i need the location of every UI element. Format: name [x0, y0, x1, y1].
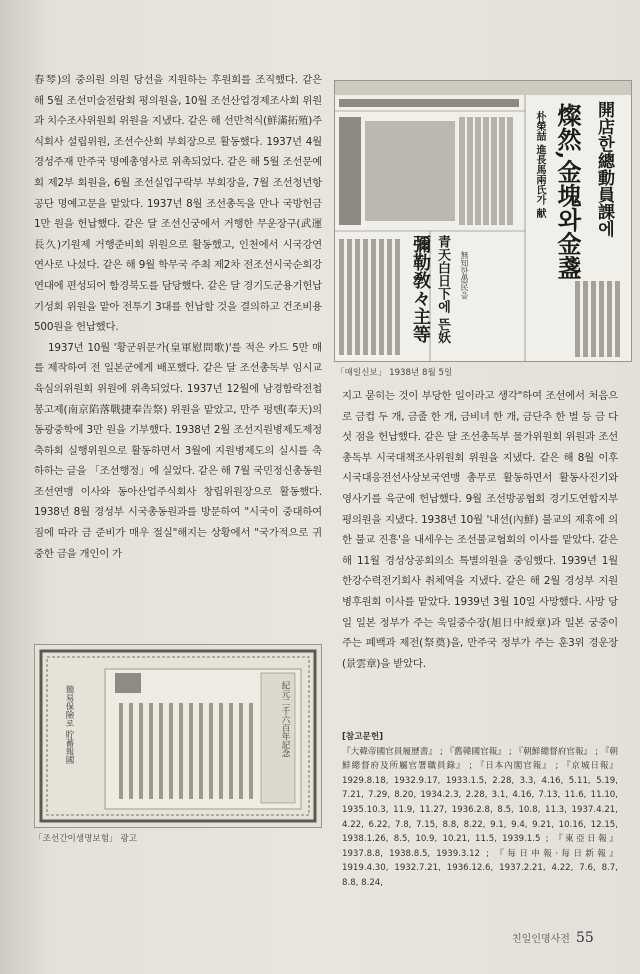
certificate-left-text: 簡易保險로 貯蓄報國 [64, 685, 74, 765]
references-body: 『大韓帝國官員履歷書』 ; 『舊韓國官報』 ; 『朝鮮總督府官報』 ; 『朝鮮總督府及所屬官署職員錄』 ; 『日本內閣官報』 ; 『京城日報』 1929.8.18, 1932.9.17, 1933.1.5, 2.28, 3.3, 4.16, 5.11, 5.19, 7.21, 7.29, 8.20, 1934.2.3, 2.28, 3.1, 4.16, 7.13, 11.6, 11.10, 1935.10.3, 11.9, 11.27, 1936.2.8, 8.5, 10.8, 11.3, 1937.4.21, 4.22, 6.22, 7.8, 7.15, 8.8, 8.22, 9.1, 9.4, 9.21, 10.16, 12.15, 1938.1.26, 8.5, 10.9, 10.21, 11.5, 1939.1.5 ; 『東亞日報』 1937.8.8, 1938.8.5, 1939.3.12 ; 『每日申報·每日新報』 1919.4.30, 1932.7.21, 1936.12.6, 1937.2.21, 4.22, 7.6, 8.7, 8.8, 8.24, [342, 746, 618, 888]
news-headline-1: 開店한總動員課에 [594, 101, 614, 237]
news-headline-3: 青天白日下에 뜬妖 [435, 235, 450, 344]
news-small-text: 無知한愚民을 [460, 251, 469, 299]
certificate-image [34, 644, 322, 828]
certificate-top-text: 紀元二千六百年記念 [280, 681, 290, 758]
references-title: [참고문헌] [342, 732, 384, 742]
page-footer [512, 930, 594, 946]
left-text-column [34, 70, 322, 564]
news-headline-2: 燦然,金塊와金盞 [553, 103, 582, 280]
news-headline-4: 彌勒敎々主等 [410, 235, 431, 343]
news-subhead: 朴榮喆 進長馬兩氏가 献 [534, 111, 545, 218]
newspaper-clipping-image [334, 80, 632, 362]
right-paragraph-1: 지고 묻히는 것이 부당한 일이라고 생각"하여 조선에서 처음으로 금컵 두 개, 금줄 한 개, 금비녀 한 개, 금단추 한 벌 등 금 다섯 점을 헌납했다. 같은 달 조선총독부 물가위원회 위원과 조선총독부 시국대책조사위원회 위원을 지냈다. 같은 해 8월 이후 시국대응전선사상보국연맹 총무로 활동하면서 활동사진기와 영사기를 육군에 헌납했다. 9월 조선방공협회 경기도연합지부 평의원을 지냈다. 1938년 10월 '내선(內鮮) 불교의 제휴에 의한 불교 진흥'을 내세우는 조선불교협회의 이사를 맡았다. 같은 해 11월 경성상공회의소 특별의원을 중임했다. 1939년 1월 한강수력전기회사 취체역을 지냈다. 같은 해 2월 경성부 지원병후원회 이사를 맡았다. 1939년 3월 10일 사망했다. 사망 당일 일본 정부가 주는 욱일중수장(旭日中綬章)과 일본 궁중이 주는 폐백과 제전(祭奠)을, 만주국 정부가 주는 훈3위 경운장(景雲章)을 받았다. [342, 390, 618, 670]
newspaper-caption: 「매일신보」 1938년 8월 5일 [336, 368, 453, 378]
references-section [342, 730, 618, 891]
page-number: 55 [575, 930, 594, 946]
left-paragraph-1: 春琴)의 중의원 의원 당선을 지원하는 후원회를 조직했다. 같은 해 5월 조선미술전람회 평의원을, 10월 조선산업경제조사회 위원과 치수조사위원회 위원을 지냈다. 같은 해 선만척식(鮮滿拓殖)주식회사 설립위원, 조선수산회 부회장으로 활동했다. 1937년 4월 경성주재 만주국 명예총영사로 위촉되었다. 같은 해 5월 조선문예회 제2부 회원을, 6월 조선실업구락부 부회장을, 7월 조선청년항공단 명예고문을 맡았다. 1937년 8월 조선총독을 만나 국방헌금 1만 원을 헌납했다. 같은 달 조선신궁에서 거행한 무운장구(武運長久)기원제 거행준비회 위원으로 활동했고, 인천에서 시국강연 연사로 나섰다. 같은 해 9월 학무국 주최 제2차 전조선시국순회강연대에 편성되어 함경북도를 담당했다. 같은 달 경기도군용기헌납기성회 위원을 맡아 전투기 3대를 헌납할 것을 결의하고 건조비용 500원을 헌납했다. [34, 74, 322, 334]
left-paragraph-2: 1937년 10월 '황군위문가(皇軍慰問歌)'를 적은 카드 5만 매를 제작하여 전 일본군에게 배포했다. 같은 달 조선총독부 임시교육심의위원회 위원에 위촉되었다. 1937년 12월에 남경함락전첩봉고제(南京陷落戰捷奉告祭) 위원을 맡았고, 만주 펑톈(奉天)의 동광중학에 3만 원을 기부했다. 1938년 2월 조선지원병제도제정축하회 실행위원으로 활동하면서 3월에 지원병제도의 실시를 축하하는 글을 「조선행정」에 실었다. 같은 해 7월 국민정신총동원조선연맹 이사와 동아산업주식회사 창립위원장으로 활동했다. 1938년 8월 경성부 시국총동원과를 방문하여 "시국이 중대하여짐에 따라 금 준비가 매우 절실"해지는 상황에서 "국가적으로 귀중한 금을 개인이 가 [34, 341, 322, 560]
newspaper-illustration [335, 81, 631, 361]
right-text-column [342, 386, 618, 674]
footer-section-title: 친일인명사전 [512, 934, 570, 945]
certificate-caption: 「조선간이생명보험」 광고 [34, 834, 137, 844]
